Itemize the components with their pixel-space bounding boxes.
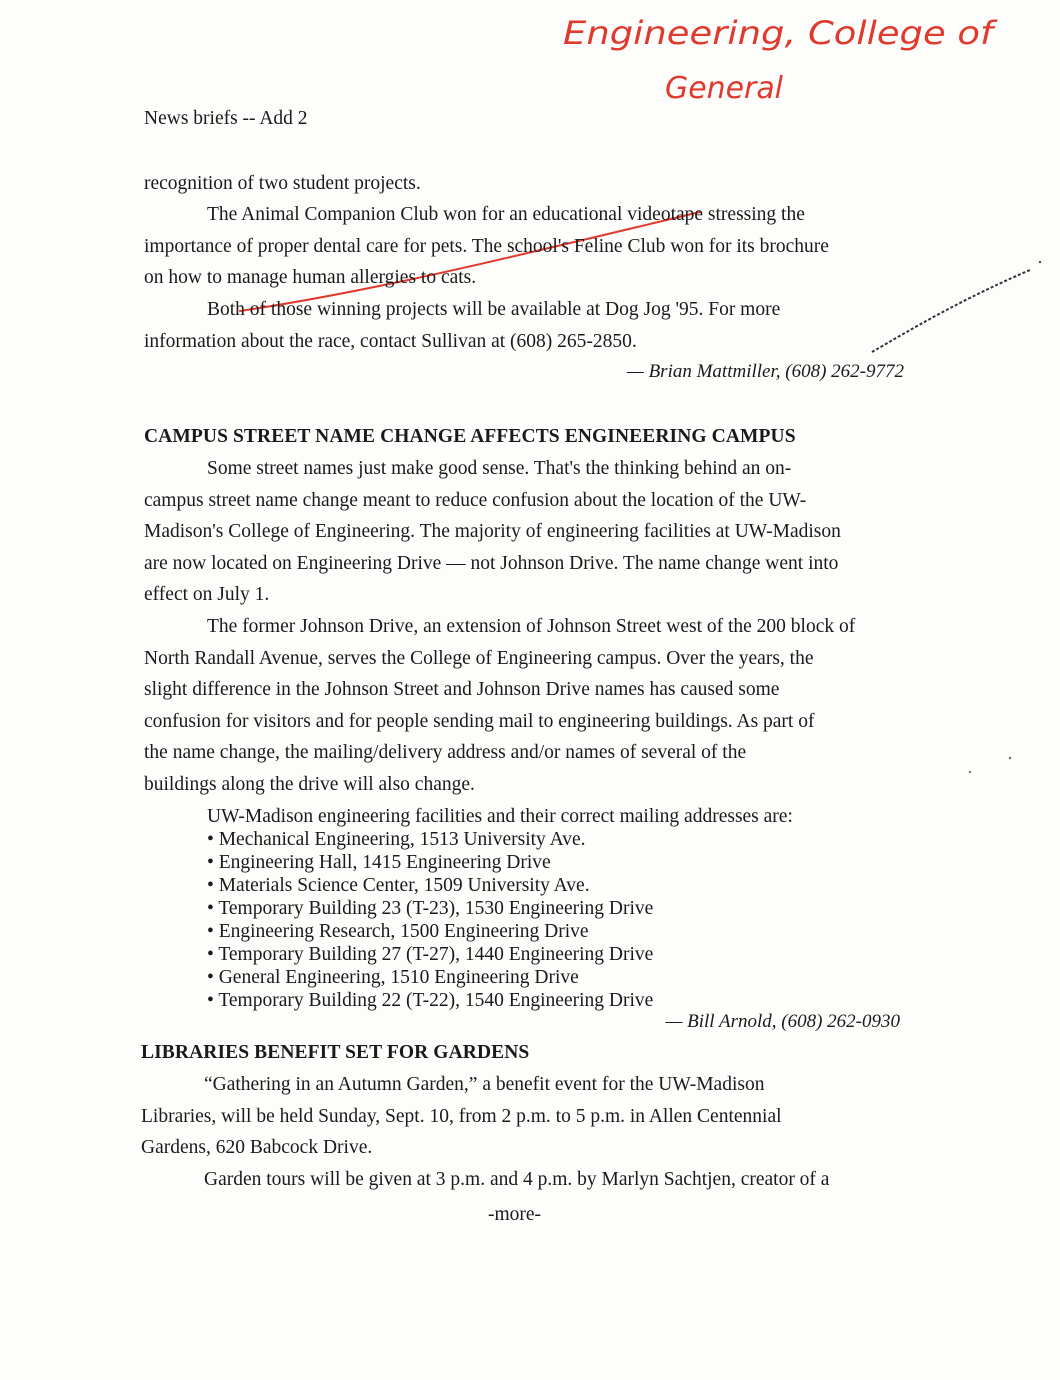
paragraph-line: Libraries, will be held Sunday, Sept. 10, from 2 p.m. to 5 p.m. in Allen Centennial (141, 1106, 782, 1127)
margin-pen-mark (872, 270, 1030, 352)
list-item: • General Engineering, 1510 Engineering Drive (207, 967, 579, 988)
list-item: • Mechanical Engineering, 1513 University Ave. (207, 829, 586, 850)
byline-signature: — Bill Arnold, (608) 262-0930 (665, 1011, 900, 1032)
paragraph-line: Both of those winning projects will be available at Dog Jog '95. For more (207, 299, 781, 320)
list-item: • Temporary Building 23 (T-23), 1530 Engineering Drive (207, 898, 654, 919)
handwritten-annotation-line1: Engineering, College of (563, 14, 999, 52)
paragraph-line: Some street names just make good sense. That's the thinking behind an on- (207, 458, 792, 479)
section-heading: LIBRARIES BENEFIT SET FOR GARDENS (141, 1042, 530, 1063)
paragraph-line: effect on July 1. (144, 584, 270, 605)
page-header: News briefs -- Add 2 (144, 108, 308, 129)
paragraph-line: campus street name change meant to reduce confusion about the location of the UW- (144, 490, 807, 511)
paragraph-line: North Randall Avenue, serves the College of Engineering campus. Over the years, the (144, 648, 814, 669)
list-item: • Materials Science Center, 1509 University Ave. (207, 875, 590, 896)
more-marker: -more- (488, 1204, 542, 1225)
paragraph-line: Gardens, 620 Babcock Drive. (141, 1137, 373, 1158)
list-item: • Engineering Hall, 1415 Engineering Drive (207, 852, 551, 873)
paragraph-line: on how to manage human allergies to cats. (144, 267, 477, 288)
paragraph-line: are now located on Engineering Drive — not Johnson Drive. The name change went into (144, 553, 839, 574)
paragraph-line: buildings along the drive will also change. (144, 774, 475, 795)
list-item: • Temporary Building 27 (T-27), 1440 Engineering Drive (207, 944, 654, 965)
list-intro: UW-Madison engineering facilities and their correct mailing addresses are: (207, 806, 793, 827)
paragraph-line: the name change, the mailing/delivery address and/or names of several of the (144, 742, 747, 763)
paragraph-line: importance of proper dental care for pets. The school's Feline Club won for its brochure (144, 236, 829, 257)
byline-signature: — Brian Mattmiller, (608) 262-9772 (626, 361, 904, 382)
list-item: • Temporary Building 22 (T-22), 1540 Engineering Drive (207, 990, 654, 1011)
section-heading: CAMPUS STREET NAME CHANGE AFFECTS ENGINEERING CAMPUS (144, 426, 796, 447)
paragraph-line: confusion for visitors and for people sending mail to engineering buildings. As part of (144, 711, 815, 732)
paragraph-line: The Animal Companion Club won for an educational videotape stressing the (207, 204, 805, 225)
paragraph-line: The former Johnson Drive, an extension of Johnson Street west of the 200 block of (207, 616, 856, 637)
paragraph-line: information about the race, contact Sullivan at (608) 265-2850. (144, 331, 637, 352)
paragraph-line: recognition of two student projects. (144, 173, 421, 194)
paragraph-line: slight difference in the Johnson Street and Johnson Drive names has caused some (144, 679, 780, 700)
paragraph-line: Garden tours will be given at 3 p.m. and 4 p.m. by Marlyn Sachtjen, creator of a (204, 1169, 830, 1190)
handwritten-annotation-line2: General (665, 71, 784, 106)
list-item: • Engineering Research, 1500 Engineering Drive (207, 921, 589, 942)
paragraph-line: “Gathering in an Autumn Garden,” a benefit event for the UW-Madison (204, 1074, 765, 1095)
paragraph-line: Madison's College of Engineering. The majority of engineering facilities at UW-Madison (144, 521, 841, 542)
